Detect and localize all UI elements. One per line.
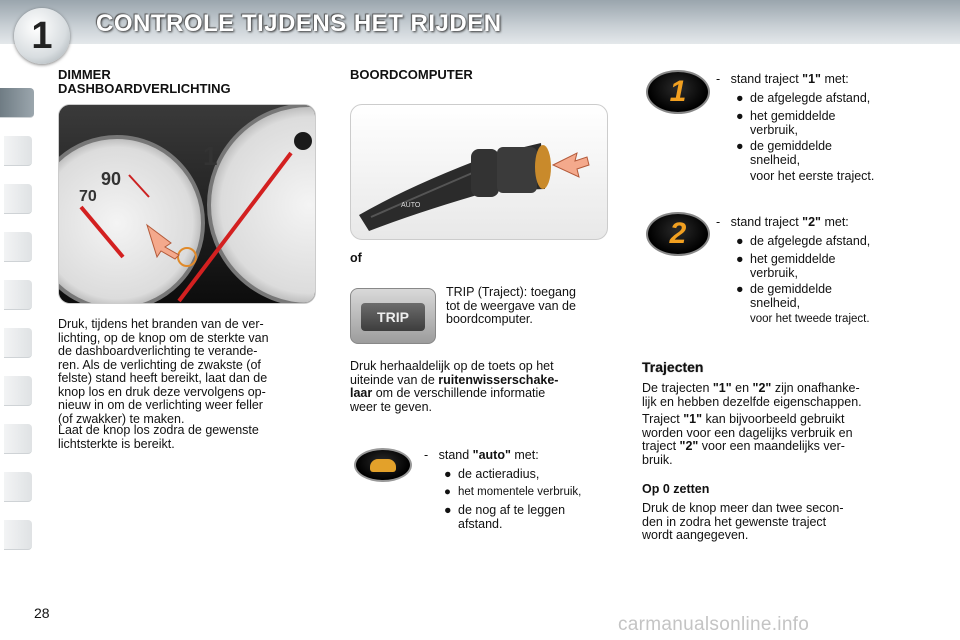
- text: Traject: [642, 412, 684, 426]
- text: voor een maandelijks ver-: [698, 439, 845, 453]
- lead-text: stand traject: [730, 72, 803, 86]
- dimmer-line: nieuw in om de verlichting weer feller: [58, 398, 263, 412]
- bullet-text: de afgelegde afstand,: [750, 91, 871, 105]
- stalk-bold-text: laar: [350, 386, 373, 400]
- chapter-tab-1[interactable]: [0, 88, 34, 118]
- trajecten-heading: Trajecten: [642, 359, 704, 375]
- dimmer-line: knop los en druk deze vervolgens op-: [58, 384, 266, 399]
- bullet-text: het gemiddelde verbruik,: [750, 252, 836, 280]
- gauge-speed-90: 90: [101, 169, 122, 189]
- trajecten-line: worden voor een dagelijks verbruik en: [642, 425, 853, 440]
- trajecten-line: bruik.: [642, 452, 673, 467]
- text: en: [731, 381, 753, 395]
- trajecten-line: [642, 382, 904, 396]
- chapter-tab-4[interactable]: [4, 232, 32, 262]
- trip-line: TRIP (Traject): toegang: [446, 285, 576, 299]
- watermark: carmanualsonline.info: [618, 614, 810, 635]
- dimmer-line: de dashboardverlichting te verande-: [58, 344, 258, 358]
- lead-text: stand traject: [730, 215, 803, 229]
- reset-line: wordt aangegeven.: [642, 528, 749, 542]
- page-number: 28: [34, 605, 50, 621]
- stalk-line: weer te geven.: [350, 399, 432, 414]
- dash: -: [716, 72, 721, 86]
- trip-button-photo: [350, 288, 436, 344]
- gauge-rpm-1: 1: [203, 141, 218, 171]
- stalk-line: Druk herhaaldelijk op de toets op het: [350, 359, 554, 373]
- bullet-text: de gemiddelde snelheid,: [750, 282, 833, 310]
- trajecten-line: [642, 413, 904, 427]
- trip-1-icon: [646, 70, 710, 114]
- chapter-tab-3[interactable]: [4, 184, 32, 214]
- lead-bold: "auto": [472, 448, 511, 462]
- lead-bold: "2": [802, 215, 821, 229]
- trip-line: tot de weergave van de: [446, 298, 576, 313]
- page-title: CONTROLE TIJDENS HET RIJDEN: [96, 10, 502, 37]
- lead-bold: "1": [802, 72, 821, 86]
- trip-2-lead: [716, 216, 849, 230]
- stalk-line: [350, 374, 610, 388]
- trajecten-line: lijk en hebben dezelfde eigenschappen.: [642, 394, 862, 409]
- stalk-instructions: [350, 360, 610, 414]
- dashboard-gauge-illustration: [59, 105, 316, 304]
- bullet-text: de gemiddelde snelheid,: [750, 139, 833, 167]
- chapter-tab-8[interactable]: [4, 424, 32, 454]
- text: zijn onafhanke-: [771, 381, 860, 395]
- lead-text: met:: [820, 72, 849, 86]
- trip-1-lead: [716, 73, 849, 87]
- dimmer-heading: DIMMER DASHBOARDVERLICHTING: [58, 67, 231, 96]
- bullet-text: de afgelegde afstand,: [750, 234, 871, 248]
- chapter-tab-5[interactable]: [4, 280, 32, 310]
- trip-1-icon-number: 1: [669, 75, 687, 108]
- trip-1-tail: voor het eerste traject.: [750, 169, 875, 183]
- or-label: of: [350, 251, 362, 265]
- dimmer-line: Druk, tijdens het branden van de ver-: [58, 317, 264, 331]
- chapter-tab-2[interactable]: [4, 136, 32, 166]
- bullet-text: het momentele verbruik,: [458, 486, 582, 498]
- chapter-tab-9[interactable]: [4, 472, 32, 502]
- reset-heading: Op 0 zetten: [642, 482, 710, 496]
- reset-line: den in zodra het gewenste traject: [642, 514, 827, 529]
- bullet-text: de actieradius,: [458, 467, 540, 481]
- bold-text: "2": [679, 439, 699, 453]
- dash: -: [716, 215, 721, 229]
- bold-text: "1": [712, 381, 732, 395]
- dimmer-line: felste) stand heeft bereikt, laat dan de: [58, 371, 268, 385]
- reset-line: Druk de knop meer dan twee secon-: [642, 501, 844, 515]
- chapter-badge: 1: [14, 8, 70, 64]
- dimmer-line: lichtsterkte is bereikt.: [58, 436, 175, 451]
- dimmer-line: Laat de knop los zodra de gewenste: [58, 423, 259, 437]
- chapter-tabs: [0, 68, 34, 578]
- dimmer-paragraph-1: [58, 318, 320, 426]
- bullet-text: de nog af te leggen afstand.: [458, 503, 566, 531]
- dimmer-paragraph-2: [58, 424, 320, 451]
- trajecten-paragraph: [642, 382, 904, 467]
- dimmer-line: lichting, op de knop om de sterkte van: [58, 330, 269, 345]
- bold-text: "1": [683, 412, 703, 426]
- trip-button[interactable]: TRIP: [361, 303, 425, 331]
- trajecten-line: [642, 440, 904, 454]
- stalk-text: om de verschillende informatie: [372, 386, 546, 400]
- stalk-text: uiteinde van de: [350, 372, 439, 387]
- trip-line: boordcomputer.: [446, 312, 533, 326]
- text: De trajecten: [642, 381, 713, 395]
- trip-2-icon: [646, 212, 710, 256]
- text: traject: [642, 439, 680, 453]
- auto-mode-lead: [424, 449, 539, 463]
- stalk-bold-text: ruitenwisserschake-: [438, 372, 559, 387]
- wiper-stalk-illustration: [351, 105, 608, 240]
- page-header: [0, 0, 960, 44]
- bullet-text: het gemiddelde verbruik,: [750, 109, 836, 137]
- bold-text: "2": [752, 381, 772, 395]
- chapter-tab-7[interactable]: [4, 376, 32, 406]
- stalk-auto-label: AUTO: [401, 202, 421, 209]
- trip-description: [446, 286, 610, 327]
- gauge-speed-70: 70: [79, 188, 97, 205]
- dashboard-photo: [58, 104, 316, 304]
- car-icon: [354, 448, 412, 482]
- chapter-tab-6[interactable]: [4, 328, 32, 358]
- lead-text: met:: [820, 215, 849, 229]
- text: kan bijvoorbeeld gebruikt: [702, 412, 845, 426]
- wiper-stalk-photo: [350, 104, 608, 240]
- lead-text: stand: [438, 448, 473, 462]
- trip-2-icon-number: 2: [669, 217, 687, 250]
- trip-2-tail: voor het tweede traject.: [750, 313, 870, 325]
- dash: -: [424, 448, 429, 462]
- dimmer-line: ren. Als de verlichting de zwakste (of: [58, 357, 261, 372]
- stalk-line: [350, 387, 610, 401]
- reset-paragraph: [642, 502, 904, 543]
- dimmer-line: (of zwakker) te maken.: [58, 411, 185, 426]
- boordcomputer-heading: BOORDCOMPUTER: [350, 67, 473, 82]
- chapter-tab-10[interactable]: [4, 520, 32, 550]
- lead-text: met:: [510, 448, 539, 462]
